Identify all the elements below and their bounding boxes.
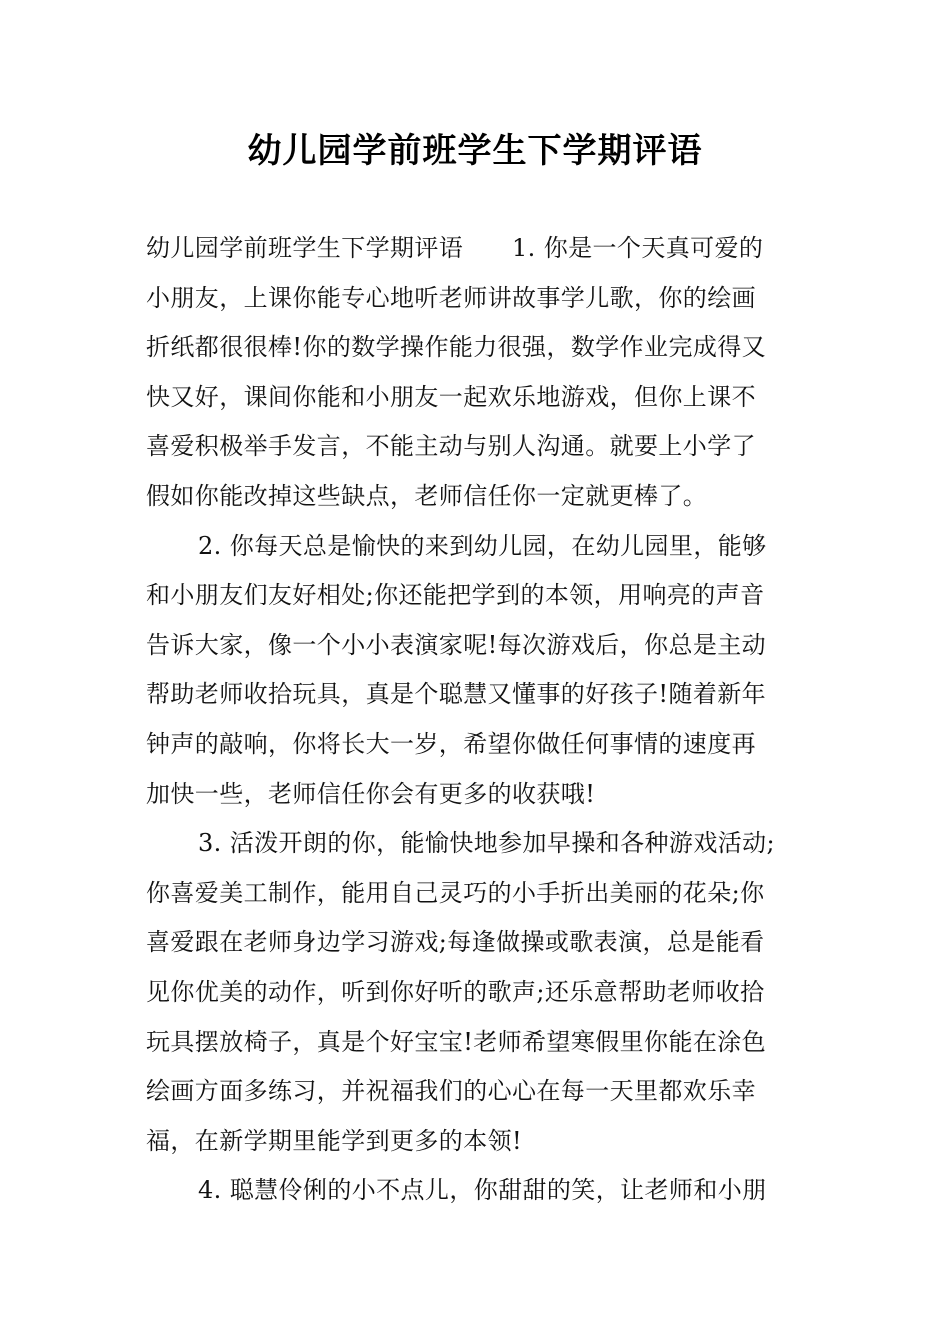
paragraph-start-line: 2. 你每天总是愉快的来到幼儿园，在幼儿园里，能够: [198, 531, 767, 560]
text-line: 喜爱积极举手发言，不能主动与别人沟通。就要上小学了: [146, 432, 756, 461]
text-line: 钟声的敲响，你将长大一岁，希望你做任何事情的速度再: [146, 729, 756, 758]
text-line: 见你优美的动作，听到你好听的歌声;还乐意帮助老师收拾: [146, 977, 765, 1006]
text-line: 假如你能改掉这些缺点，老师信任你一定就更棒了。: [146, 481, 708, 510]
text-line: 快又好，课间你能和小朋友一起欢乐地游戏，但你上课不: [146, 382, 756, 411]
paragraph-start-line: 4. 聪慧伶俐的小不点儿，你甜甜的笑，让老师和小朋: [198, 1176, 767, 1205]
text-line: 折纸都很很棒!你的数学操作能力很强，数学作业完成得又: [146, 333, 767, 362]
text-line: 小朋友，上课你能专心地听老师讲故事学儿歌，你的绘画: [146, 283, 756, 312]
document-body: [146, 224, 806, 1216]
text-line: 绘画方面多练习，并祝福我们的心心在每一天里都欢乐幸: [146, 1077, 756, 1106]
text-line: 告诉大家，像一个小小表演家呢!每次游戏后，你总是主动: [146, 630, 767, 659]
text-line: 福，在新学期里能学到更多的本领!: [146, 1126, 523, 1155]
text-line: 帮助老师收拾玩具，真是个聪慧又懂事的好孩子!随着新年: [146, 680, 767, 709]
paragraph-start-line: 3. 活泼开朗的你，能愉快地参加早操和各种游戏活动;: [198, 829, 776, 858]
text-line: 加快一些，老师信任你会有更多的收获哦!: [146, 779, 596, 808]
text-line: 你喜爱美工制作，能用自己灵巧的小手折出美丽的花朵;你: [146, 878, 765, 907]
document-title: 幼儿园学前班学生下学期评语: [247, 131, 703, 171]
text-line: 玩具摆放椅子，真是个好宝宝!老师希望寒假里你能在涂色: [146, 1027, 767, 1056]
text-line: 幼儿园学前班学生下学期评语 1. 你是一个天真可爱的: [146, 234, 764, 262]
text-line: 和小朋友们友好相处;你还能把学到的本领，用响亮的声音: [146, 581, 765, 610]
text-line: 喜爱跟在老师身边学习游戏;每逢做操或歌表演，总是能看: [146, 928, 765, 957]
